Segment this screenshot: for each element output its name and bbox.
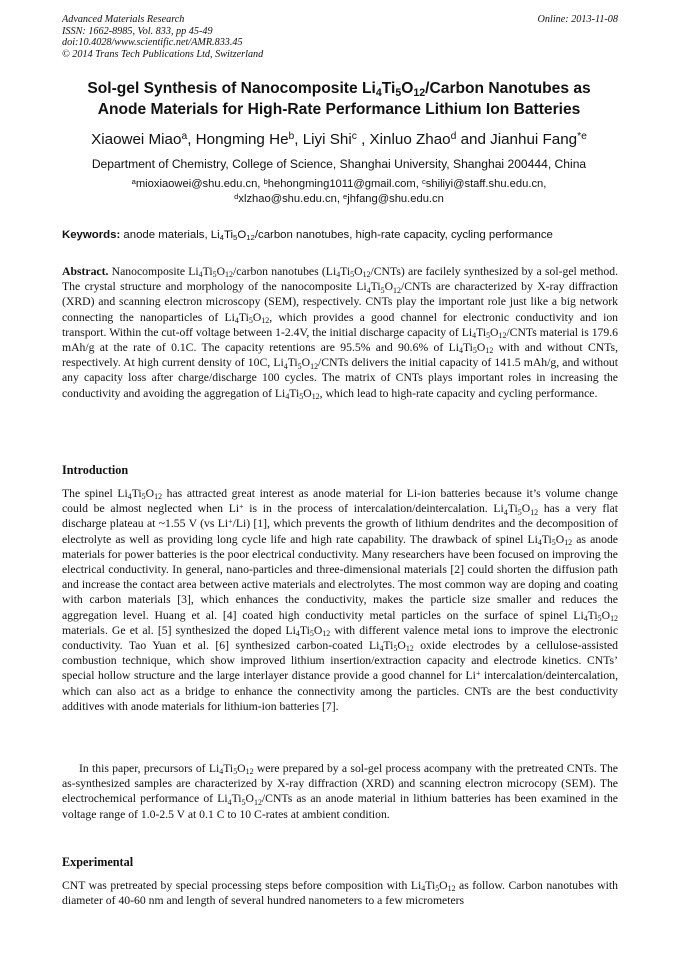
email-mark: c xyxy=(421,176,426,186)
email-address: mioxiaowei@shu.edu.cn xyxy=(135,178,258,190)
affiliation: Department of Chemistry, College of Science, Shanghai University, Shanghai 200444, China xyxy=(91,157,587,171)
abstract-text: Nanocomposite $Li_4Ti_5O_{12}$/carbon nanotubes $(Li_4Ti_5O_{12}/CNTs)$ are facilely synthesized by a sol-gel method. The crystal structure and morphology of the nanocomposite $Li_4Ti_5O_{12}$/CNTs are characterized by X-ray diffraction (XRD) and scanning electron microscopy (SEM), respectively. CNTs play the important role just like a big network connecting the nanoparticles of $Li_4Ti_5O_{12}$, which provides a good channel for electronic conductivity and ion transport. Within the cut-off voltage between 1-2.4V, the initial discharge capacity of $Li_4Ti_5O_{12}$/CNTs material is 179.6 mAh/g at the rate of 0.1C. The capacity retentions are 95.5% and 90.6% of $Li_4Ti_5O_{12}$ with and without CNTs, respectively. At high current density of 10C, $Li_4Ti_5O_{12}$/CNTs delivers the initial capacity of 141.5 mAh/g, and without any capacity loss after charge/discharge 100 cycles. The matrix of CNTs plays important roles in increasing the conductivity and avoiding the aggregation of $Li_4Ti_5O_{12}$, which lead to high-rate capacity and cycling performance. xyxy=(62,265,619,401)
email-mark: d xyxy=(234,191,239,201)
email-address: shiliyi@staff.shu.edu.cn, xyxy=(425,178,547,190)
email-mark: e xyxy=(343,191,348,201)
keywords-label: Keywords: xyxy=(62,229,121,241)
title-line-1: Sol-gel Synthesis of Nanocomposite $Li_4Ti_5O_{12}$/Carbon Nanotubes as xyxy=(87,80,591,100)
paper-title xyxy=(40,79,638,120)
abstract-label: Abstract. xyxy=(62,265,109,278)
author-name: Liyi Shi xyxy=(302,131,352,148)
issn-line: ISSN: 1662-8985, Vol. 833, pp 45-49 xyxy=(62,25,213,37)
introduction-paragraph-2: In this paper, precursors of $Li_4Ti_5O_{12}$ were prepared by a sol-gel process acompany with the pretreated CNTs. The as-synthesized samples are characterized by X-ray diffraction (XRD) and scanning electron microcopy (SEM). The electrochemical performance of $Li_4Ti_5O_{12}$/CNTs as an anode material in lithium batteries has been examined in the voltage range of 1.0-2.5 V at 0.1 C to 10 C-rates at ambient condition. xyxy=(62,762,618,821)
experimental-paragraph-1: CNT was pretreated by special processing steps before composition with $Li_4Ti_5O_{12}$ as follow. Carbon nanotubes with diameter of 40-60 nm and length of several hundred nanometers to a few micrometers xyxy=(62,879,618,908)
email-address: jhfang@shu.edu.cn xyxy=(347,193,444,206)
abstract xyxy=(62,264,618,401)
author-name: Xinluo Zhao xyxy=(369,131,451,148)
author-name: Hongming He xyxy=(195,131,289,148)
author-affiliation-mark: *e xyxy=(577,131,587,143)
copyright-line: © 2014 Trans Tech Publications Ltd, Switzerland xyxy=(62,48,264,60)
introduction-heading: Introduction xyxy=(62,463,129,477)
author-affiliation-mark: c xyxy=(351,131,357,143)
introduction-paragraph-1: The spinel $Li_4Ti_5O_{12}$ has attracted great interest as anode material for Li-ion batteries because it’s volume change could be almost neglected when Li+ is in the process of intercalation/deintercalation. $Li_4Ti_5O_{12}$ has a very flat discharge plateau at ~1.55 V (vs Li+/Li) [1], which prevents the growth of lithium dendrites and the decomposition of electrolyte as well as providing long cycle life and high rate capability. The drawback of spinel $Li_4Ti_5O_{12}$ as anode materials for power batteries is the poor electrical conductivity. Many researchers have been focused on improving the electrical conductivity. In general, nano-particles and three-dimensional materials [2] could shorten the diffusion path and increase the contact area between active materials and electrolytes. The most common way are doping and coating with carbon materials [3], which enhances the conductivity, makes the particle size smaller and reduces the aggregation level. Huang et al. [4] coated high conductivity metal particles on the surface of spinel $Li_4Ti_5O_{12}$ materials. Ge et al. [5] synthesized the doped $Li_4Ti_5O_{12}$ with different valence metal ions to improve the electronic conductivity. Tao Yuan et al. [6] synthesized carbon-coated $Li_4Ti_5O_{12}$ oxide electrodes by a cellulose-assisted combustion technique, which show improved lithium insertion/extraction capacity and electrode kinetics. CNTs’ special hollow structure and the large interlayer distance provide a good channel for Li+ intercalation/deintercalation, which can also act as a bridge to enhance the connectivity among the particles. CNTs are the best conductivity additives with anode materials for lithium-ion batteries [7]. xyxy=(62,487,619,713)
author-name: Xiaowei Miao xyxy=(91,131,182,148)
email-list: $^a$mioxiaowei@shu.edu.cn, $^b$hehongming1011@gmail.com, $^c$shiliyi@staff.shu.edu.cn, $^d$xlzhao@shu.edu.cn, $^e$jhfang@shu.edu.cn xyxy=(131,176,547,206)
title-line-2: Anode Materials for High-Rate Performance Lithium Ion Batteries xyxy=(97,100,581,118)
author-name: Jianhui Fang xyxy=(490,131,578,148)
journal-header xyxy=(62,14,618,60)
author-affiliation-mark: b xyxy=(288,131,295,143)
author-list: Xiaowei Miao$^a$, Hongming He$^b$, Liyi Shi$^c$ , Xinluo Zhao$^d$ and Jianhui Fang$^{*e}$ xyxy=(91,131,587,148)
online-date: Online: 2013-11-08 xyxy=(537,14,618,25)
keywords-text: anode materials, $Li_4Ti_5O_{12}$/carbon nanotubes, high-rate capacity, cycling performance xyxy=(123,229,553,243)
keywords xyxy=(62,228,622,243)
author-affiliation-mark: a xyxy=(181,131,188,143)
email-address: xlzhao@shu.edu.cn xyxy=(238,193,337,206)
doi-line: doi:10.4028/www.scientific.net/AMR.833.45 xyxy=(62,37,243,49)
experimental-heading: Experimental xyxy=(62,855,134,869)
email-address: hehongming1011@gmail.com xyxy=(267,178,416,190)
email-mark: a xyxy=(131,176,136,186)
author-affiliation-mark: d xyxy=(450,131,457,143)
email-mark: b xyxy=(263,176,268,186)
journal-name: Advanced Materials Research xyxy=(62,14,185,25)
